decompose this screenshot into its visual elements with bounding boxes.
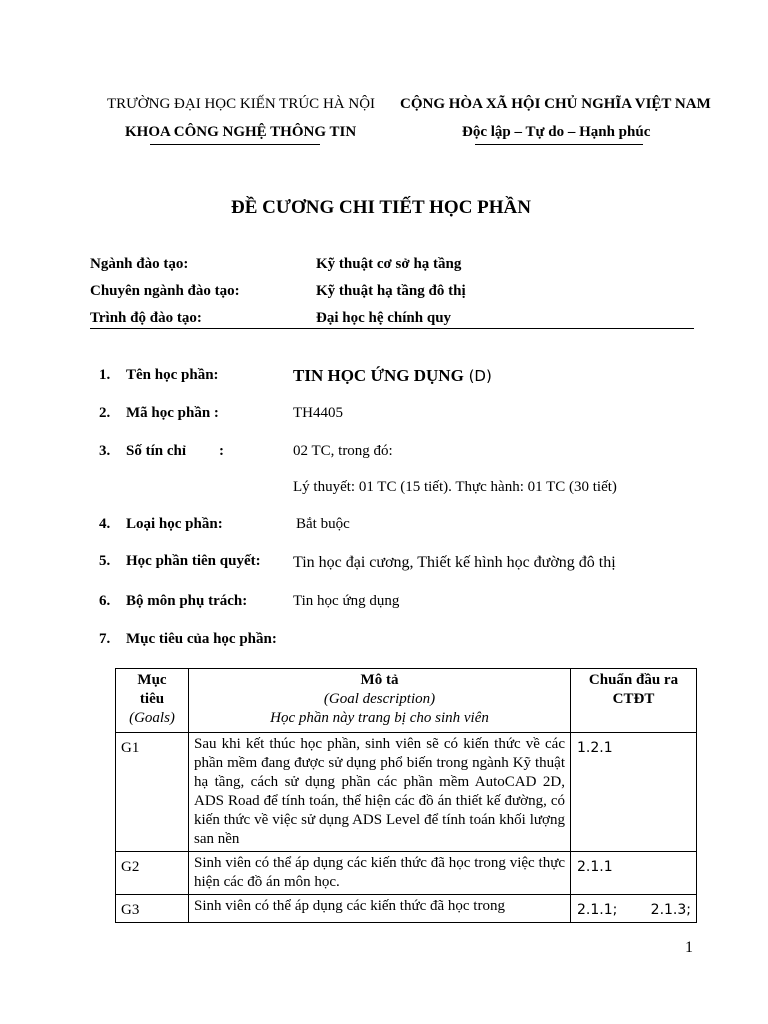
program-label-specialization: Chuyên ngành đào tạo: bbox=[90, 283, 240, 299]
outcome-code: 2.1.1; bbox=[577, 902, 618, 918]
course-name bbox=[293, 366, 492, 386]
goal-outcome-codes bbox=[571, 895, 697, 923]
goal-description: Sau khi kết thúc học phần, sinh viên sẽ có kiến thức về các phần mềm đang được sử dụng phổ biến trong ngành Kỹ thuật hạ tầng, cách sử dụng phần các phần mềm AutoCAD 2D, ADS Road để tính toán, thể hiện các đồ án thiết kế đường, có kiến thức về việc sử dụng ADS Level để tính toán khối lượng san nền bbox=[189, 733, 571, 852]
document-title: ĐỀ CƯƠNG CHI TIẾT HỌC PHẦN bbox=[231, 197, 531, 218]
credits-label: Số tín chỉ bbox=[126, 443, 187, 459]
course-name-label: Tên học phần: bbox=[126, 367, 219, 383]
course-name-suffix: (D) bbox=[463, 367, 492, 385]
item-number: 5. bbox=[99, 553, 111, 569]
national-motto: Độc lập – Tự do – Hạnh phúc bbox=[462, 124, 651, 140]
item-number: 6. bbox=[99, 593, 111, 609]
course-name-value: TIN HỌC ỨNG DỤNG bbox=[293, 366, 464, 385]
program-label-major: Ngành đào tạo: bbox=[90, 256, 189, 272]
goal-description-text: Sinh viên có thể áp dụng các kiến thức đã học trong bbox=[194, 898, 505, 914]
prerequisites-label: Học phần tiên quyết: bbox=[126, 553, 261, 569]
item-number: 4. bbox=[99, 516, 111, 532]
credits-detail: Lý thuyết: 01 TC (15 tiết). Thực hành: 01 TC (30 tiết) bbox=[293, 479, 617, 495]
republic-name: CỘNG HÒA XÃ HỘI CHỦ NGHĨA VIỆT NAM bbox=[400, 96, 711, 112]
page-number: 1 bbox=[685, 939, 693, 956]
header-goals-line3: (Goals) bbox=[129, 710, 175, 726]
goal-description bbox=[189, 895, 571, 923]
goal-outcome-codes-list bbox=[577, 901, 691, 920]
header-description-line1: Mô tả bbox=[360, 672, 399, 688]
item-number: 7. bbox=[99, 631, 111, 647]
program-value-specialization: Kỹ thuật hạ tầng đô thị bbox=[316, 283, 466, 299]
goal-description: Sinh viên có thể áp dụng các kiến thức đã học trong việc thực hiện các đồ án môn học. bbox=[189, 852, 571, 895]
department-label: Bộ môn phụ trách: bbox=[126, 593, 248, 609]
header-description-line3: Học phần này trang bị cho sinh viên bbox=[270, 710, 489, 726]
table-header-row bbox=[116, 669, 697, 733]
header-outcomes-line1: Chuẩn đầu ra bbox=[588, 672, 679, 688]
course-code-label: Mã học phần : bbox=[126, 405, 219, 421]
university-name: TRƯỜNG ĐẠI HỌC KIẾN TRÚC HÀ NỘI bbox=[107, 96, 376, 112]
header-outcomes-line2: CTĐT bbox=[612, 691, 655, 707]
faculty-underline bbox=[150, 144, 320, 145]
goals-table bbox=[115, 668, 697, 923]
goal-id: G1 bbox=[116, 733, 189, 852]
outcome-code: 2.1.3; bbox=[650, 902, 691, 918]
course-goals-label: Mục tiêu của học phần: bbox=[126, 631, 277, 647]
program-value-level: Đại học hệ chính quy bbox=[316, 310, 452, 326]
faculty-name: KHOA CÔNG NGHỆ THÔNG TIN bbox=[125, 124, 357, 140]
motto-underline bbox=[475, 144, 643, 145]
goal-id: G3 bbox=[116, 895, 189, 923]
prerequisites-value: Tin học đại cương, Thiết kế hình học đường đô thị bbox=[293, 554, 616, 571]
table-row bbox=[116, 895, 697, 923]
header-description bbox=[189, 669, 571, 733]
goal-outcome-codes: 1.2.1 bbox=[571, 733, 697, 852]
header-goals-line2: tiêu bbox=[139, 691, 165, 707]
header-description-line2: (Goal description) bbox=[323, 691, 436, 707]
header-goals-line1: Mục bbox=[137, 672, 167, 688]
header-outcomes bbox=[571, 669, 697, 733]
header-goals bbox=[116, 669, 189, 733]
course-type-value: Bắt buộc bbox=[296, 516, 350, 532]
credits-value: 02 TC, trong đó: bbox=[293, 443, 393, 459]
course-code-value: TH4405 bbox=[293, 405, 343, 421]
item-number: 1. bbox=[99, 367, 111, 383]
program-value-major: Kỹ thuật cơ sở hạ tầng bbox=[316, 256, 462, 272]
item-number: 3. bbox=[99, 443, 111, 459]
table-row bbox=[116, 733, 697, 852]
department-value: Tin học ứng dụng bbox=[293, 593, 400, 609]
credits-colon: : bbox=[219, 443, 224, 459]
item-number: 2. bbox=[99, 405, 111, 421]
goal-outcome-codes: 2.1.1 bbox=[571, 852, 697, 895]
program-divider bbox=[90, 328, 694, 329]
program-label-level: Trình độ đào tạo: bbox=[90, 310, 202, 326]
goal-id: G2 bbox=[116, 852, 189, 895]
course-type-label: Loại học phần: bbox=[126, 516, 223, 532]
table-row bbox=[116, 852, 697, 895]
